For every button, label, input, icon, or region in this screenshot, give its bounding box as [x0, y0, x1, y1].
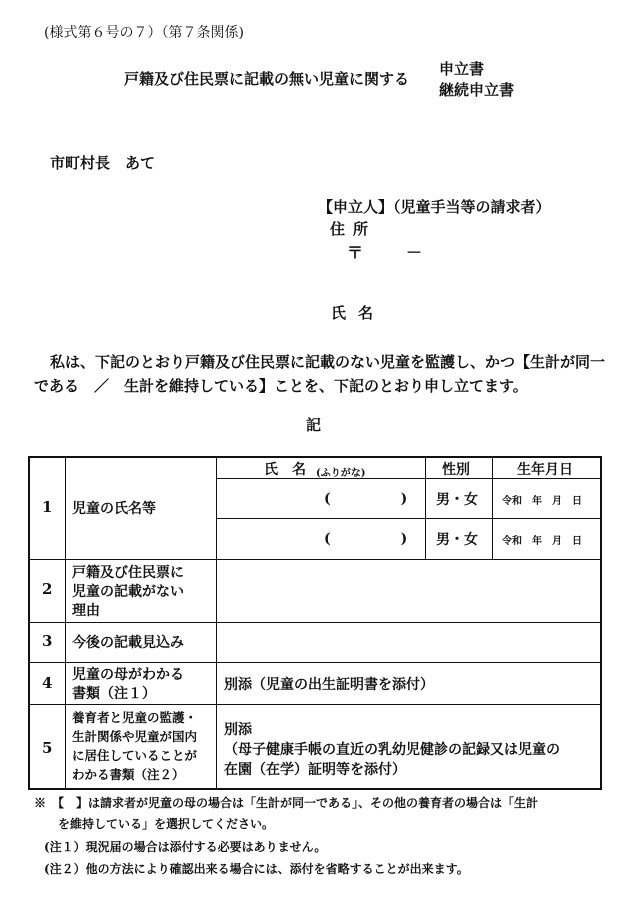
- details-table: [28, 456, 602, 790]
- row-1-number: 1: [42, 498, 53, 516]
- child-2-sex-choice[interactable]: 男・女: [436, 532, 478, 548]
- row-2-label-line-3: 理由: [72, 603, 100, 619]
- address-label: 住所: [330, 220, 377, 238]
- title-option-continuation: 継続申立書: [439, 81, 515, 99]
- col-header-furigana: (ふりがな): [316, 468, 366, 479]
- note-star-line-1: ※ 【 】は請求者が児童の母の場合は「生計が同一である」、その他の養育者の場合は「生計: [34, 796, 539, 810]
- row-4-content: 別添（児童の出生証明書を添付）: [224, 677, 434, 693]
- row-5-number: 5: [42, 739, 53, 757]
- child-1-furigana-paren: ( ): [324, 491, 408, 507]
- row-2-number: 2: [42, 580, 53, 598]
- row-3-label: 今後の記載見込み: [72, 635, 184, 651]
- row-5-label-line-1: 養育者と児童の監護・: [72, 710, 198, 725]
- row-3-number: 3: [42, 632, 53, 650]
- row-5-content-line-1: 別添: [224, 722, 252, 738]
- row-4-label-line-2: 書類（注１）: [72, 686, 156, 702]
- col-header-birthdate: 生年月日: [517, 462, 573, 478]
- row-4-number: 4: [42, 674, 53, 692]
- declaration-statement: 私は、下記のとおり戸籍及び住民票に記載のない児童を監護し、かつ【生計が同一である ／ 生計を維持している】ことを、下記のとおり申し立てます。: [34, 353, 606, 395]
- row-2-label-line-1: 戸籍及び住民票に: [72, 565, 184, 581]
- child-2-birthdate[interactable]: 令和 年 月 日: [502, 536, 582, 547]
- child-1-birthdate[interactable]: 令和 年 月 日: [502, 496, 582, 507]
- name-label: 氏名: [331, 304, 386, 322]
- row-5-label-line-2: 生計関係や児童が国内: [72, 729, 198, 744]
- form-number: (様式第６号の７）（第７条関係): [44, 25, 244, 41]
- note-2: (注２）他の方法により確認出来る場合には、添付を省略することが出来ます。: [44, 862, 469, 876]
- child-1-sex-choice[interactable]: 男・女: [436, 492, 478, 508]
- addressee: 市町村長 あて: [50, 154, 156, 172]
- postal-dash: －: [406, 243, 423, 262]
- row-5-label-line-3: に居住していることが: [72, 748, 198, 763]
- row-5-label-line-4: わかる書類（注２）: [72, 767, 185, 782]
- title-option-application: 申立書: [439, 60, 485, 78]
- col-header-sex: 性別: [442, 462, 470, 478]
- ki-heading: 記: [306, 416, 322, 434]
- row-5-content-line-2: （母子健康手帳の直近の乳幼児健診の記録又は児童の: [224, 742, 560, 758]
- col-header-name: 氏 名: [264, 462, 306, 478]
- note-star-line-2: を維持している」を選択してください。: [58, 817, 275, 831]
- row-5-content-line-3: 在園（在学）証明等を添付）: [224, 762, 406, 778]
- row-4-label-line-1: 児童の母がわかる: [72, 667, 184, 683]
- row-1-label: 児童の氏名等: [72, 501, 156, 517]
- child-2-furigana-paren: ( ): [324, 531, 408, 547]
- postal-mark: 〒: [347, 243, 364, 262]
- document-title: 戸籍及び住民票に記載の無い児童に関する: [124, 70, 410, 88]
- note-1: (注１）現況届の場合は添付する必要はありません。: [44, 840, 327, 854]
- applicant-heading: 【申立人】（児童手当等の請求者）: [318, 198, 551, 216]
- row-2-label-line-2: 児童の記載がない: [72, 584, 184, 600]
